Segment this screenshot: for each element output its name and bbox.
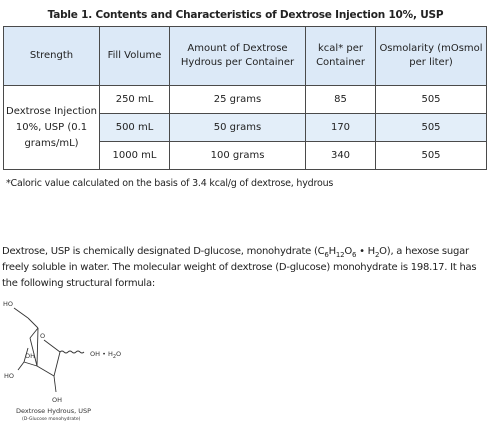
formula-h-count: 12 <box>335 251 345 259</box>
label-ho-top: HO <box>3 300 14 308</box>
label-oh-bottom: OH <box>52 396 63 404</box>
formula-end: O) <box>379 246 391 257</box>
header-amount: Amount of Dextrose Hydrous per Container <box>170 27 306 86</box>
fill-volume-cell: 250 mL <box>100 86 170 114</box>
amount-cell: 50 grams <box>170 114 306 142</box>
amount-cell: 25 grams <box>170 86 306 114</box>
osmolarity-cell: 505 <box>376 86 487 114</box>
fill-volume-cell: 500 mL <box>100 114 170 142</box>
molecule-bonds <box>14 308 84 392</box>
dextrose-contents-table <box>3 26 487 170</box>
kcal-cell: 85 <box>306 86 376 114</box>
formula-o-count: 6 <box>351 251 357 259</box>
strength-cell: Dextrose Injection 10%, USP (0.1 grams/mL) <box>4 86 100 170</box>
structure-name: Dextrose Hydrous, USP <box>16 407 92 415</box>
label-oh-h2o: OH • $H_2O$ <box>90 350 122 360</box>
kcal-cell: 340 <box>306 142 376 170</box>
table-caption: Table 1. Contents and Characteristics of Dextrose Injection 10%, USP <box>47 9 444 21</box>
header-strength: Strength <box>4 27 100 86</box>
formula-c-count: 6 <box>324 251 329 259</box>
description-paragraph <box>2 244 491 292</box>
table-footnote: *Caloric value calculated on the basis of 3.4 kcal/g of dextrose, hydrous <box>6 178 334 189</box>
header-fill-volume: Fill Volume <box>100 27 170 86</box>
label-ring-o: O <box>40 332 46 340</box>
dextrose-structural-formula <box>0 296 140 427</box>
kcal-cell: 170 <box>306 114 376 142</box>
table-header-row <box>4 27 487 86</box>
label-ho-left: HO <box>4 372 15 380</box>
structure-subname: (D-Glucose monohydrate) <box>22 417 81 422</box>
amount-cell: 100 grams <box>170 142 306 170</box>
formula-c: C <box>317 246 325 257</box>
label-oh-left: OH <box>25 352 36 360</box>
paragraph-intro: Dextrose, USP is chemically designated D-glucose, monohydrate ( <box>2 246 318 257</box>
formula-water: • H <box>356 246 375 257</box>
chemical-formula <box>318 246 391 257</box>
header-osmolarity: Osmolarity (mOsmol per liter) <box>376 27 487 86</box>
formula-o: O <box>344 246 352 257</box>
molecule-labels <box>3 300 121 422</box>
fill-volume-cell: 1000 mL <box>100 142 170 170</box>
table-row <box>4 86 487 114</box>
osmolarity-cell: 505 <box>376 142 487 170</box>
formula-water-h-count: 2 <box>374 251 380 259</box>
header-kcal: kcal* per Container <box>306 27 376 86</box>
paragraph-rest: , a hexose sugar freely soluble in water. The molecular weight of dextrose (D-glucose) monohydrate is 198.17. It has the following structural formula: <box>2 246 477 289</box>
formula-h: H <box>328 246 336 257</box>
osmolarity-cell: 505 <box>376 114 487 142</box>
